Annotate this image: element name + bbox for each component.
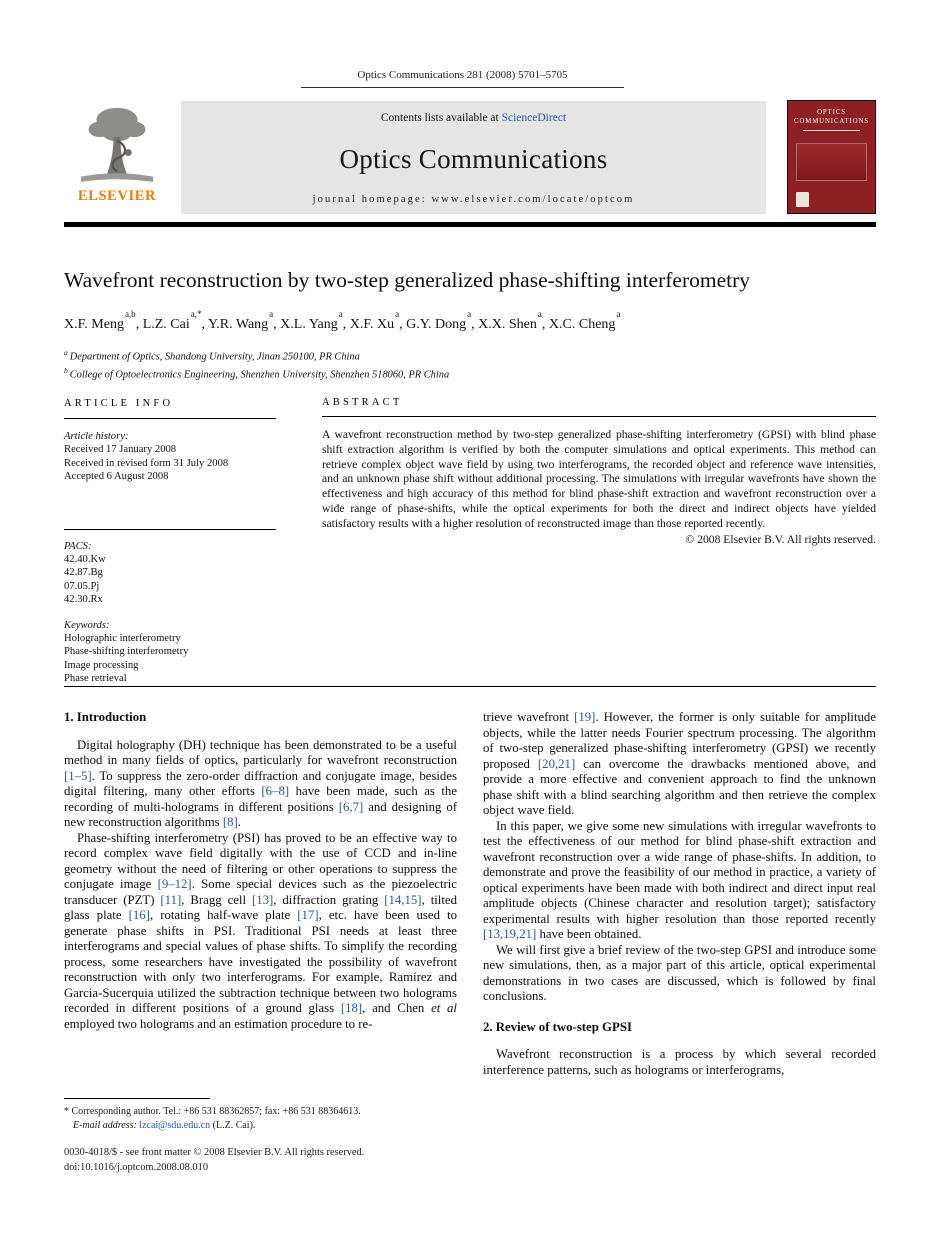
doi-line: doi:10.1016/j.optcom.2008.08.010 [64,1161,209,1173]
history-entry: Accepted 6 August 2008 [64,470,169,482]
text-run: , Bragg cell [181,892,252,907]
keyword: Holographic interferometry [64,633,181,645]
author-name: L.Z. Cai$^{a,*}$, [142,309,208,332]
affiliation-marker: b [64,365,68,375]
running-head-citation: Optics Communications 281 (2008) 5701–5705 [357,69,568,81]
citation-link[interactable]: [17] [297,908,319,922]
keyword: Image processing [64,659,139,671]
text-run: We will first give a brief review of the two-step GPSI and introduce some new simulations, then, as a major part of this article, optical experimental demonstrations in two cases are discussed, which is followed by final conclusions. [483,942,876,1003]
sciencedirect-link[interactable]: ScienceDirect [501,112,567,124]
section-rule [64,686,876,687]
text-run: , etc. have been used to generate phase shifts in PSI. Traditional PSI needs at least three interferograms and special values of phase shifts. To simplify the recording process, some researchers have investigated the possibility of wavefront reconstruction with only two interferograms. For example, Ramírez and Garcia-Sucerquia utilized the subtraction technique between two holograms recorded in different positions of a ground glass [64,908,457,1015]
cover-divider [803,130,860,131]
masthead-rule [64,222,876,227]
pacs-code: 42.40.Kw [64,554,106,566]
affiliations [64,346,876,382]
history-entry: Received in revised form 31 July 2008 [64,457,229,469]
author-name: X.F. Meng$^{a,b}$, [64,309,143,332]
contents-lists-text: Contents lists available at [380,112,502,124]
text-run: , rotating half-wave plate [149,908,298,922]
text-run: * Corresponding author. Tel.: +86 531 88362857; fax: +86 531 88364613. [64,1106,361,1117]
text-run: , diffraction grating [273,892,385,907]
emphasis-text: E-mail address: [73,1119,140,1131]
author-line [64,309,876,333]
running-head-rule [301,87,624,88]
author-name: G.Y. Dong$^a$, [406,309,479,332]
citation-link[interactable]: [6–8] [261,784,290,798]
history-entry: Received 17 January 2008 [64,444,177,456]
emphasis-text: et al [431,1001,457,1015]
keyword: Phase-shifting interferometry [64,646,189,658]
text-run: can overcome the drawbacks mentioned above, and provide a more effective and convenient approach to find the unknown phase shift with a blind searching algorithm and then retrieve the complex object wave field. [483,756,876,817]
author-name: X.L. Yang$^a$, [280,309,350,332]
paragraph [483,943,876,1005]
homepage-label: journal homepage: [312,194,427,205]
citation-link[interactable]: [13] [251,892,274,907]
section-heading: 2. Review of two-step GPSI [483,1019,632,1034]
keywords-label: Keywords: [64,620,110,632]
email-link[interactable]: lzcai@sdu.edu.cn [139,1119,211,1131]
affiliation [64,364,876,382]
article-info-heading: ARTICLE INFO [64,398,174,409]
cover-elsevier-mark-icon [796,192,809,207]
citation-link[interactable]: [20,21] [537,756,576,771]
citation-link[interactable]: [9–12] [157,877,192,891]
homepage-link[interactable]: www.elsevier.com/locate/optcom [431,194,635,205]
copyright-line: © 2008 Elsevier B.V. All rights reserved. [685,532,876,546]
corresponding-author-footnote [64,1098,457,1132]
author-name: X.F. Xu$^a$, [349,309,407,332]
affiliation-ref: a [467,309,472,319]
text-run: (L.Z. Cai). [210,1119,256,1131]
cover-title [788,109,875,126]
citation-link[interactable]: [14,15] [384,892,422,907]
body-column-left [64,710,457,1032]
citation-link[interactable]: [13,19,21] [483,927,537,941]
journal-homepage-line [313,194,635,205]
affiliation-ref: a,* [190,309,202,319]
text-run: and designing of new reconstruction algorithms [64,799,458,829]
citation-link[interactable]: [18] [340,1001,363,1015]
text-run: , tilted glass plate [64,892,457,922]
cover-title-line1: OPTICS [817,109,846,116]
abstract-heading: ABSTRACT [322,397,403,408]
body-column-right [483,710,876,1078]
pacs-code: 07.05.Pj [64,580,100,592]
paragraph [64,831,457,1033]
citation-link[interactable]: [16] [128,908,150,922]
abstract-column [322,397,876,546]
section-heading: 1. Introduction [64,710,147,724]
text-run: Phase-shifting interferometry (PSI) has proved to be an effective way to record complex wave field digitally with the use of CCD and in-line geometry without the need of filtering or other operations to suppress the conjugate image [64,830,457,891]
affiliation-text: College of Optoelectronics Engineering, Shenzhen University, Shenzhen 518060, PR China [69,369,450,381]
heading-rule [322,416,876,417]
text-run: In this paper, we give some new simulations with irregular wavefronts to test the effectiveness of our method for blind phase-shift extraction and wavefront reconstruction over a wide range of phase-shifts. In addition, to demonstrate and prove the feasibility of our method in practice, a variety of optical experiments have been made with both indirect and direct input real amplitude objects (Chinese character and resolution target); satisfactory experimental results with higher resolution than those reported recently [483,818,876,926]
text-run: . To suppress the zero-order diffraction and conjugate image, besides digital filtering, many other efforts [64,768,457,798]
article-title: Wavefront reconstruction by two-step generalized phase-shifting interferometry [64,268,751,292]
author-name: X.X. Shen$^a$, [478,309,549,332]
text-run: trieve wavefront [483,710,575,724]
elsevier-logo [64,101,170,215]
text-run: , and Chen [362,1001,432,1015]
paragraph [483,1047,876,1078]
text-run: employed two holograms and an estimation procedure to re- [64,1016,373,1031]
affiliation-marker: a [64,348,68,357]
text-run: . Some special devices such as the piezoelectric transducer (PZT) [64,877,457,907]
text-run: have been obtained. [536,927,642,941]
citation-link[interactable]: [11] [160,892,182,907]
text-run: . [237,815,241,829]
pacs-code: 42.87.Bg [64,567,103,579]
text-run: Wavefront reconstruction is a process by which several recorded interference patterns, such as holograms or interferograms, [483,1047,876,1077]
keyword: Phase retrieval [64,672,127,684]
elsevier-wordmark: ELSEVIER [77,188,157,204]
paragraph [64,738,457,831]
footnote-rule [64,1098,210,1099]
article-info-column [64,397,276,685]
abstract-text: A wavefront reconstruction method by two-step generalized phase-shifting interferometry (GPSI) with blind phase shift extraction algorithm is verified by both the computer simulations and optical experiments. This method can retrieve complex object wave field by using two interferograms, the recorded object and reference wave intensities, and an unknown phase shift without additional processing. The simulations with irregular wavefronts have shown the effectiveness and high accuracy of this method for blind phase-shift extraction and wavefront reconstruction over a wide range of phase-shifts, while the optical experiments for both the direct and indirect objects have yielded satisfactory results with a higher resolution of reconstructed image than those reported recently. [322,428,876,530]
citation-link[interactable]: [19] [574,710,596,724]
citation-link[interactable]: [1–5] [64,768,92,783]
affiliation-ref: a [616,309,621,319]
section-divider [64,529,276,530]
issn-copyright-line: 0030-4018/$ - see front matter © 2008 Elsevier B.V. All rights reserved. [64,1147,365,1158]
heading-rule [64,418,276,419]
paragraph [483,819,876,943]
author-name: X.C. Cheng$^a$ [548,309,621,332]
contents-lists-line [381,112,566,124]
affiliation-text: Department of Optics, Shandong University, Jinan 250100, PR China [69,351,360,363]
paragraph [483,710,876,819]
journal-title: Optics Communications [339,143,608,174]
affiliation-ref: a [537,309,542,319]
cover-title-line2: COMMUNICATIONS [794,117,869,125]
cover-artwork [796,143,867,181]
affiliation-ref: a,b [124,309,136,319]
text-run: . However, the former is only suitable for amplitude objects, while the latter needs Fourier spectrum processing. The algorithm of two-step generalized phase-shifting interferometry (GPSI) we recently proposed [483,710,876,771]
journal-cover-thumbnail [787,100,876,214]
text-run: have been made, such as the recording of multi-holograms in different positions [64,784,457,814]
author-name: Y.R. Wang$^a$, [207,309,281,332]
pacs-code: 42.30.Rx [64,593,103,605]
affiliation [64,346,876,364]
text-run: Digital holography (DH) technique has been demonstrated to be a useful method in many fields of optics, particularly for wavefront reconstruction [64,737,457,767]
affiliation-ref: a [338,309,343,319]
affiliation-ref: a [395,309,400,319]
affiliation-ref: a [269,309,274,319]
citation-link[interactable]: [6,7] [338,799,364,814]
footnote-line [64,1105,457,1119]
elsevier-tree-icon [73,101,161,187]
journal-banner [181,101,766,214]
citation-link[interactable]: [8] [222,815,238,829]
footnote-email-line [64,1119,457,1133]
pacs-label: PACS: [64,541,92,553]
article-history-label: Article history: [64,431,129,443]
publisher-info [64,1146,364,1175]
